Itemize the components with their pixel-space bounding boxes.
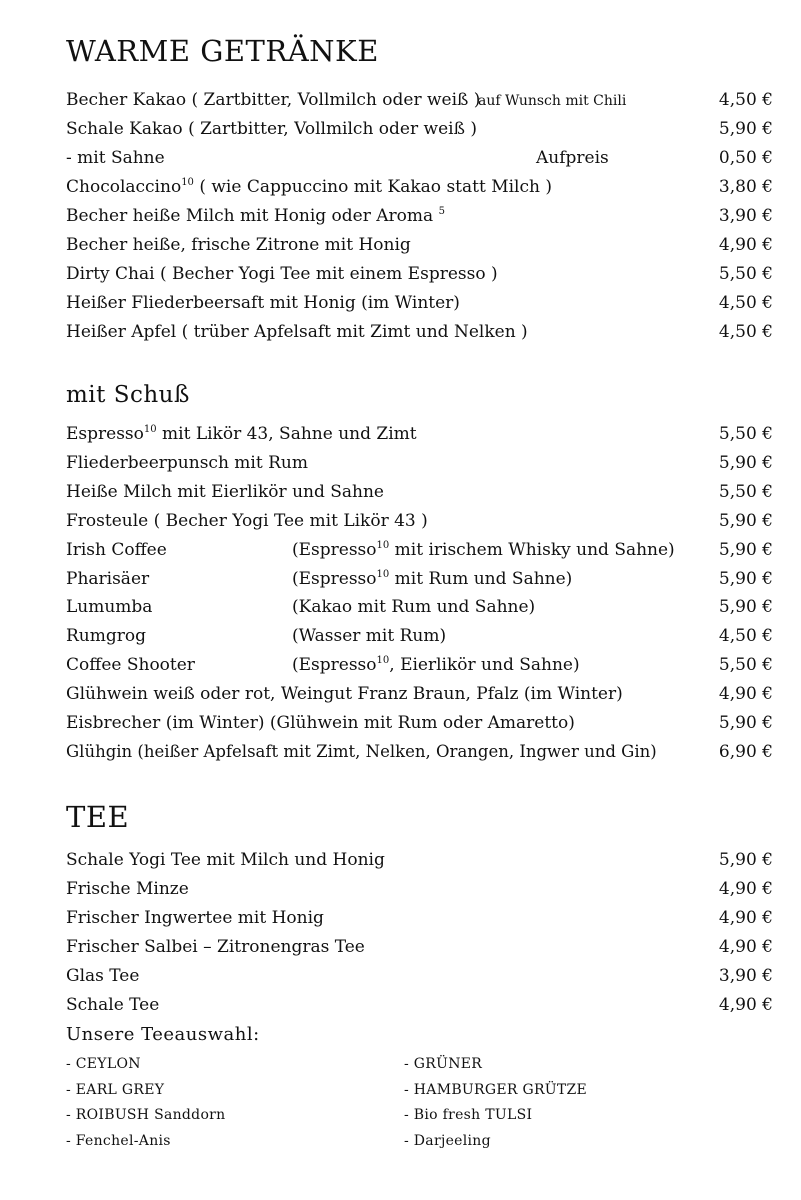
footnote-marker: 10 — [376, 540, 390, 551]
menu-item — [66, 177, 773, 206]
item-name: Frosteule ( Becher Yogi Tee mit Likör 43 ) — [66, 511, 428, 531]
item-name: Eisbrecher (im Winter) (Glühwein mit Rum oder Amaretto) — [66, 713, 575, 733]
item-name: Becher Kakao ( Zartbitter, Vollmilch oder weiß ) — [66, 90, 481, 110]
item-name: Frischer Salbei – Zitronengras Tee — [66, 937, 365, 957]
item-name: Heiße Milch mit Eierlikör und Sahne — [66, 482, 384, 502]
item-price: 5,50 € — [718, 655, 773, 675]
item-price: 4,50 € — [718, 293, 773, 313]
item-name: Frischer Ingwertee mit Honig — [66, 908, 324, 928]
menu-item — [66, 206, 773, 235]
item-name: Coffee Shooter — [66, 655, 195, 675]
menu-item — [66, 264, 773, 293]
tea-selection-title: Unsere Teeauswahl: — [66, 1024, 260, 1045]
tea-variety: - Fenchel-Anis — [66, 1133, 171, 1149]
menu-item — [66, 90, 773, 119]
menu-item — [66, 626, 773, 655]
tea-variety: - ROIBUSH Sanddorn — [66, 1107, 226, 1123]
item-price: 4,50 € — [718, 322, 773, 342]
item-price: 4,90 € — [718, 235, 773, 255]
footnote-marker: 10 — [143, 424, 157, 435]
item-name: - mit Sahne — [66, 148, 165, 168]
item-note: auf Wunsch mit Chili — [478, 93, 627, 109]
item-name: Glühgin (heißer Apfelsaft mit Zimt, Nelken, Orangen, Ingwer und Gin) — [66, 742, 657, 761]
item-description: (Kakao mit Rum und Sahne) — [292, 597, 536, 617]
item-name: Frische Minze — [66, 879, 189, 899]
item-price: 4,90 € — [718, 908, 773, 928]
item-name: Irish Coffee — [66, 540, 167, 560]
menu-item — [66, 995, 773, 1024]
menu-item — [66, 908, 773, 937]
item-name: Espresso$^{10}$ mit Likör 43, Sahne und Zimt — [66, 424, 417, 444]
item-price: 4,90 € — [718, 684, 773, 704]
menu-item — [66, 148, 773, 177]
item-description: (Wasser mit Rum) — [292, 626, 447, 646]
tea-variety: - CEYLON — [66, 1056, 141, 1072]
item-name: Glühwein weiß oder rot, Weingut Franz Braun, Pfalz (im Winter) — [66, 684, 623, 704]
menu-item — [66, 713, 773, 742]
menu-item — [66, 322, 773, 351]
item-price: 5,50 € — [718, 482, 773, 502]
item-description: (Espresso$^{10}$ mit Rum und Sahne) — [292, 569, 573, 589]
item-price: 5,90 € — [718, 597, 773, 617]
item-name: Dirty Chai ( Becher Yogi Tee mit einem Espresso ) — [66, 264, 498, 284]
item-name: Fliederbeerpunsch mit Rum — [66, 453, 308, 473]
tea-variety: - Bio fresh TULSI — [404, 1107, 533, 1123]
item-name: Heißer Apfel ( trüber Apfelsaft mit Zimt und Nelken ) — [66, 322, 528, 342]
menu-item — [66, 511, 773, 540]
footnote-marker: 5 — [438, 206, 445, 217]
item-price: 5,90 € — [718, 119, 773, 139]
tea-variety: - HAMBURGER GRÜTZE — [404, 1082, 588, 1098]
menu-item — [66, 540, 773, 569]
menu-item — [66, 937, 773, 966]
item-price: 6,90 € — [718, 742, 773, 762]
menu-item — [66, 293, 773, 322]
item-price: 5,90 € — [718, 511, 773, 531]
item-description: (Espresso$^{10}$, Eierlikör und Sahne) — [292, 655, 580, 675]
footnote-marker: 10 — [181, 177, 194, 188]
item-description: (Espresso$^{10}$ mit irischem Whisky und Sahne) — [292, 540, 675, 560]
item-price: 5,90 € — [718, 540, 773, 560]
section-title-tee: TEE — [66, 800, 130, 834]
item-name: Schale Tee — [66, 995, 160, 1015]
item-price: 5,50 € — [718, 264, 773, 284]
item-price: 5,90 € — [718, 453, 773, 473]
item-name: Schale Yogi Tee mit Milch und Honig — [66, 850, 385, 870]
menu-item — [66, 597, 773, 626]
item-price: 5,50 € — [718, 424, 773, 444]
tea-variety: - Darjeeling — [404, 1133, 491, 1149]
item-note: Aufpreis — [536, 148, 609, 168]
section-title-mit-schuss: mit Schuß — [66, 382, 190, 408]
section-title-warme-getraenke: WARME GETRÄNKE — [66, 34, 379, 68]
item-price: 4,50 € — [718, 90, 773, 110]
item-price: 3,90 € — [718, 206, 773, 226]
menu-item — [66, 879, 773, 908]
menu-item — [66, 684, 773, 713]
menu-item — [66, 569, 773, 598]
item-name: Rumgrog — [66, 626, 146, 646]
item-price: 5,90 € — [718, 569, 773, 589]
item-name: Becher heiße, frische Zitrone mit Honig — [66, 235, 411, 255]
menu-item — [66, 453, 773, 482]
item-name: Chocolaccino$^{10}$ ( wie Cappuccino mit Kakao statt Milch ) — [66, 177, 552, 197]
footnote-marker: 10 — [376, 655, 390, 666]
item-name: Schale Kakao ( Zartbitter, Vollmilch oder weiß ) — [66, 119, 477, 139]
item-name: Glas Tee — [66, 966, 140, 986]
item-name: Pharisäer — [66, 569, 150, 589]
item-name: Lumumba — [66, 597, 153, 617]
menu-item — [66, 742, 773, 771]
item-price: 5,90 € — [718, 713, 773, 733]
menu-item — [66, 482, 773, 511]
footnote-marker: 10 — [376, 569, 390, 580]
item-price: 4,90 € — [718, 937, 773, 957]
item-price: 5,90 € — [718, 850, 773, 870]
item-price: 4,50 € — [718, 626, 773, 646]
item-price: 3,80 € — [718, 177, 773, 197]
item-name: Becher heiße Milch mit Honig oder Aroma $^5$ — [66, 206, 445, 226]
menu-item — [66, 850, 773, 879]
menu-item — [66, 235, 773, 264]
item-price: 3,90 € — [718, 966, 773, 986]
item-price: 0,50 € — [718, 148, 773, 168]
tea-variety: - EARL GREY — [66, 1082, 165, 1098]
menu-item — [66, 119, 773, 148]
menu-item — [66, 655, 773, 684]
menu-item — [66, 424, 773, 453]
item-price: 4,90 € — [718, 879, 773, 899]
item-name: Heißer Fliederbeersaft mit Honig (im Winter) — [66, 293, 460, 313]
item-price: 4,90 € — [718, 995, 773, 1015]
menu-item — [66, 966, 773, 995]
tea-variety: - GRÜNER — [404, 1056, 483, 1072]
